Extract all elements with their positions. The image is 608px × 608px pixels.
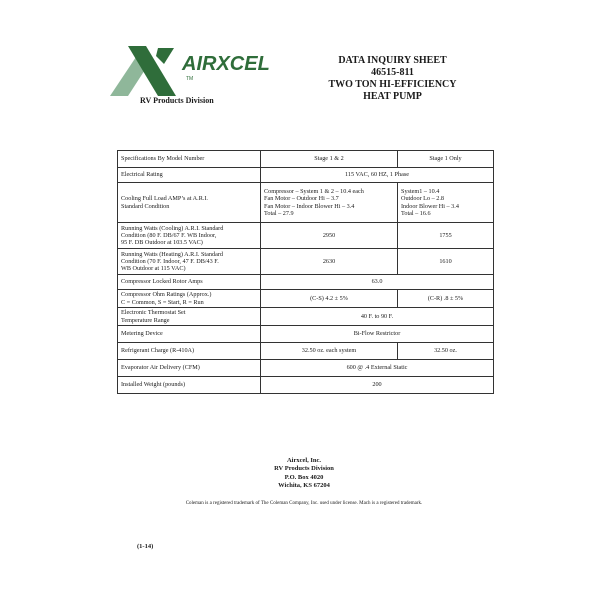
row-value-col2: 32.50 oz. xyxy=(398,343,494,360)
title-line: TWO TON HI-EFFICIENCY xyxy=(328,79,457,90)
label-line: Standard Condition xyxy=(121,202,170,210)
table-row xyxy=(118,275,494,290)
row-label xyxy=(118,223,261,249)
row-value-col1: 2950 xyxy=(261,223,398,249)
table-row xyxy=(118,249,494,275)
address-line: Airxcel, Inc. xyxy=(286,457,322,464)
row-label: Refrigerant Charge (R-410A) xyxy=(118,343,261,360)
row-value-col2: (C-R) .8 ± 5% xyxy=(398,290,494,308)
label-line: C = Common, S = Start, R = Run xyxy=(121,298,204,306)
table-row xyxy=(118,290,494,308)
row-value-col2: 1755 xyxy=(398,223,494,249)
row-value-col2 xyxy=(398,183,494,223)
trademark-notice: Coleman is a registered trademark of The Coleman Company, Inc. used under license. Mach is a registered trademark. xyxy=(185,501,423,506)
table-row xyxy=(118,326,494,343)
document-title xyxy=(300,55,485,103)
value-line: Compressor – System 1 & 2 – 10.4 each xyxy=(264,187,364,195)
logo-brand-text: AIRXCEL xyxy=(182,53,270,75)
address-line: RV Products Division xyxy=(274,465,334,473)
row-label: Metering Device xyxy=(118,326,261,343)
model-number: 46515-811 xyxy=(371,67,414,78)
table-row xyxy=(118,343,494,360)
address-line: Wichita, KS 67204 xyxy=(278,482,330,490)
label-line: Compressor Ohm Ratings (Approx.) xyxy=(121,291,212,299)
division-label: RV Products Division xyxy=(140,96,214,105)
row-label xyxy=(118,183,261,223)
title-line: HEAT PUMP xyxy=(363,91,422,102)
table-row xyxy=(118,183,494,223)
value-line: System1 – 10.4 xyxy=(401,187,440,195)
logo-mark-notch xyxy=(156,48,174,64)
header-col2: Stage 1 Only xyxy=(398,151,494,168)
address-line: P.O. Box 4020 xyxy=(284,473,324,481)
value-line: Total – 16.6 xyxy=(401,209,431,217)
value-line: Fan Motor – Indoor Blower Hi – 3.4 xyxy=(264,202,355,210)
row-label xyxy=(118,290,261,308)
row-value: 63.0 xyxy=(261,275,494,290)
row-value: Bi-Flow Restrictor xyxy=(261,326,494,343)
table-row xyxy=(118,377,494,394)
spec-table xyxy=(117,150,494,394)
row-value-col1: (C-S) 4.2 ± 5% xyxy=(261,290,398,308)
value-line: Total – 27.9 xyxy=(264,209,294,217)
table-row xyxy=(118,360,494,377)
table-row xyxy=(118,168,494,183)
label-line: Electronic Thermostat Set xyxy=(121,309,186,317)
header-col1: Stage 1 & 2 xyxy=(261,151,398,168)
row-value-col2: 1610 xyxy=(398,249,494,275)
row-label: Electrical Rating xyxy=(118,168,261,183)
label-line: Running Watts (Cooling) A.R.I. Standard xyxy=(121,224,224,232)
row-value: 40 F. to 90 F. xyxy=(261,308,494,326)
label-line: 95 F. DB Outdoor at 103.5 VAC) xyxy=(121,239,203,247)
title-line: DATA INQUIRY SHEET xyxy=(338,55,447,66)
row-label: Evaporator Air Delivery (CFM) xyxy=(118,360,261,377)
row-value: 115 VAC, 60 HZ, 1 Phase xyxy=(261,168,494,183)
label-line: Running Watts (Heating) A.R.I. Standard xyxy=(121,250,223,258)
logo-tm: TM xyxy=(186,76,194,82)
label-line: WB Outdoor at 115 VAC) xyxy=(121,265,186,273)
row-label: Installed Weight (pounds) xyxy=(118,377,261,394)
row-label xyxy=(118,249,261,275)
page-number: (1-14) xyxy=(137,543,154,550)
airxcel-logo xyxy=(108,44,283,104)
row-value-col1: 32.50 oz. each system xyxy=(261,343,398,360)
label-line: Cooling Full Load AMP’s at A.R.I. xyxy=(121,195,208,203)
row-value-col1 xyxy=(261,183,398,223)
row-value: 600 @ .4 External Static xyxy=(261,360,494,377)
table-row xyxy=(118,223,494,249)
table-header-row xyxy=(118,151,494,168)
company-address xyxy=(0,457,608,491)
label-line: Temperature Range xyxy=(121,316,170,324)
label-line: Condition (70 F. Indoor, 47 F. DB/43 F. xyxy=(121,257,219,265)
value-line: Indoor Blower Hi – 3.4 xyxy=(401,202,459,210)
value-line: Outdoor Lo – 2.8 xyxy=(401,195,444,203)
header-label: Specifications By Model Number xyxy=(118,151,261,168)
value-line: Fan Motor – Outdoor Hi – 3.7 xyxy=(264,195,339,203)
row-label: Compressor Locked Rotor Amps xyxy=(118,275,261,290)
table-row xyxy=(118,308,494,326)
row-label xyxy=(118,308,261,326)
row-value: 200 xyxy=(261,377,494,394)
row-value-col1: 2630 xyxy=(261,249,398,275)
label-line: Condition (80 F. DB/67 F. WB Indoor, xyxy=(121,231,217,239)
